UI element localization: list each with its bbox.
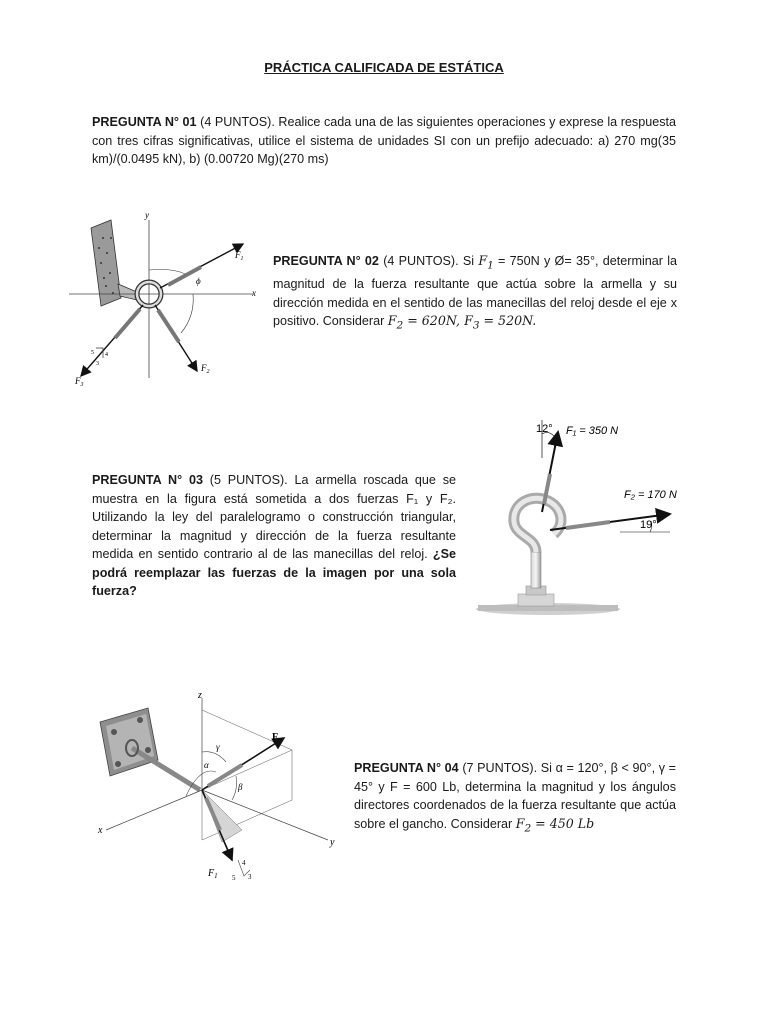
phi-label: ϕ <box>196 276 201 286</box>
question-2-f1-value: = 750N y Ø= 35°, determinar <box>498 254 663 268</box>
f1-label: $F_1$ <box>235 250 244 262</box>
slope-4: 4 <box>105 352 108 358</box>
question-4-points: (7 PUNTOS). <box>462 761 538 775</box>
slope-5-q4: 5 <box>232 874 236 882</box>
question-1-label: PREGUNTA N° 01 <box>92 115 197 129</box>
force-f-label: F <box>272 732 279 743</box>
x-axis-label: x <box>252 288 256 298</box>
question-3-figure <box>470 412 680 622</box>
question-1 <box>92 113 676 169</box>
x-axis-label-q4: x <box>98 825 103 836</box>
y-axis-label: y <box>145 210 149 220</box>
question-4 <box>354 759 676 838</box>
question-4-text: Si α = 120°, β < 90°, γ = 45° y F = 600 Lb, determina la magnitud y los ángulos directores coordenados de la fuerza resultante que actúa sobre el gancho. Considerar <box>354 761 677 831</box>
f2-170-label: F₂ = 170 N <box>624 489 677 501</box>
question-4-figure <box>92 690 342 890</box>
f3-label: $F_3$ <box>75 376 84 388</box>
z-axis-label: z <box>198 690 202 701</box>
question-4-label: PREGUNTA N° 04 <box>354 761 459 775</box>
question-1-text: Realice cada una de las siguientes operaciones y exprese la respuesta con tres cifras significativas, utilice el sistema de unidades SI con un prefijo adecuado: a) 270 mg(35 km)/(0.0495 kN), b) (0.00720 Mg)(270 ms) <box>92 115 677 166</box>
question-2 <box>273 252 677 335</box>
question-2-text: la magnitud de la fuerza resultante que actúa sobre la armella y su dirección medida en el sentido de las manecillas del reloj desde el eje x positivo. Considerar <box>273 254 678 329</box>
y-axis-label-q4: y <box>330 837 335 848</box>
question-3 <box>92 471 456 601</box>
slope-3-q4: 3 <box>248 873 252 881</box>
angle-19: 19° <box>640 519 657 531</box>
gamma-label: γ <box>216 742 220 752</box>
page-title: PRÁCTICA CALIFICADA DE ESTÁTICA <box>264 60 504 75</box>
question-2-figure <box>63 208 263 388</box>
f1-350-label: F₁ = 350 N <box>566 425 619 437</box>
f2-label: $F_2$ <box>201 363 210 375</box>
question-3-question: ¿Se podrá reemplazar las fuerzas de la imagen por una sola fuerza? <box>92 547 456 598</box>
f1-label-q4: $F_1$ <box>208 868 218 880</box>
question-3-text: La armella roscada que se muestra en la figura está sometida a dos fuerzas F₁ y F₂. Utilizando la ley del paralelogramo o construcción triangular, determinar la magnitud y dirección de la fuerza resultante medida en sentido contrario al de las manecillas del reloj. <box>92 473 456 561</box>
question-2-label: PREGUNTA N° 02 <box>273 254 379 268</box>
question-2-f2: $F_2 = 620N$, $F_3 = 520N$. <box>387 313 537 332</box>
slope-5: 5 <box>91 350 94 356</box>
beta-label: β <box>238 782 243 792</box>
slope-4-q4: 4 <box>242 859 246 867</box>
question-2-si: Si <box>462 254 475 268</box>
angle-12: 12° <box>536 423 553 435</box>
question-2-points: (4 PUNTOS). <box>383 254 459 268</box>
question-2-f1: $F_1$ <box>478 253 494 272</box>
question-3-points: (5 PUNTOS). <box>209 473 288 487</box>
question-3-label: PREGUNTA N° 03 <box>92 473 203 487</box>
question-1-points: (4 PUNTOS). <box>200 115 275 129</box>
question-4-f2: $F_2 = 450$ Lb <box>515 815 595 835</box>
alpha-label: α <box>204 760 209 770</box>
slope-3: 3 <box>96 361 99 367</box>
